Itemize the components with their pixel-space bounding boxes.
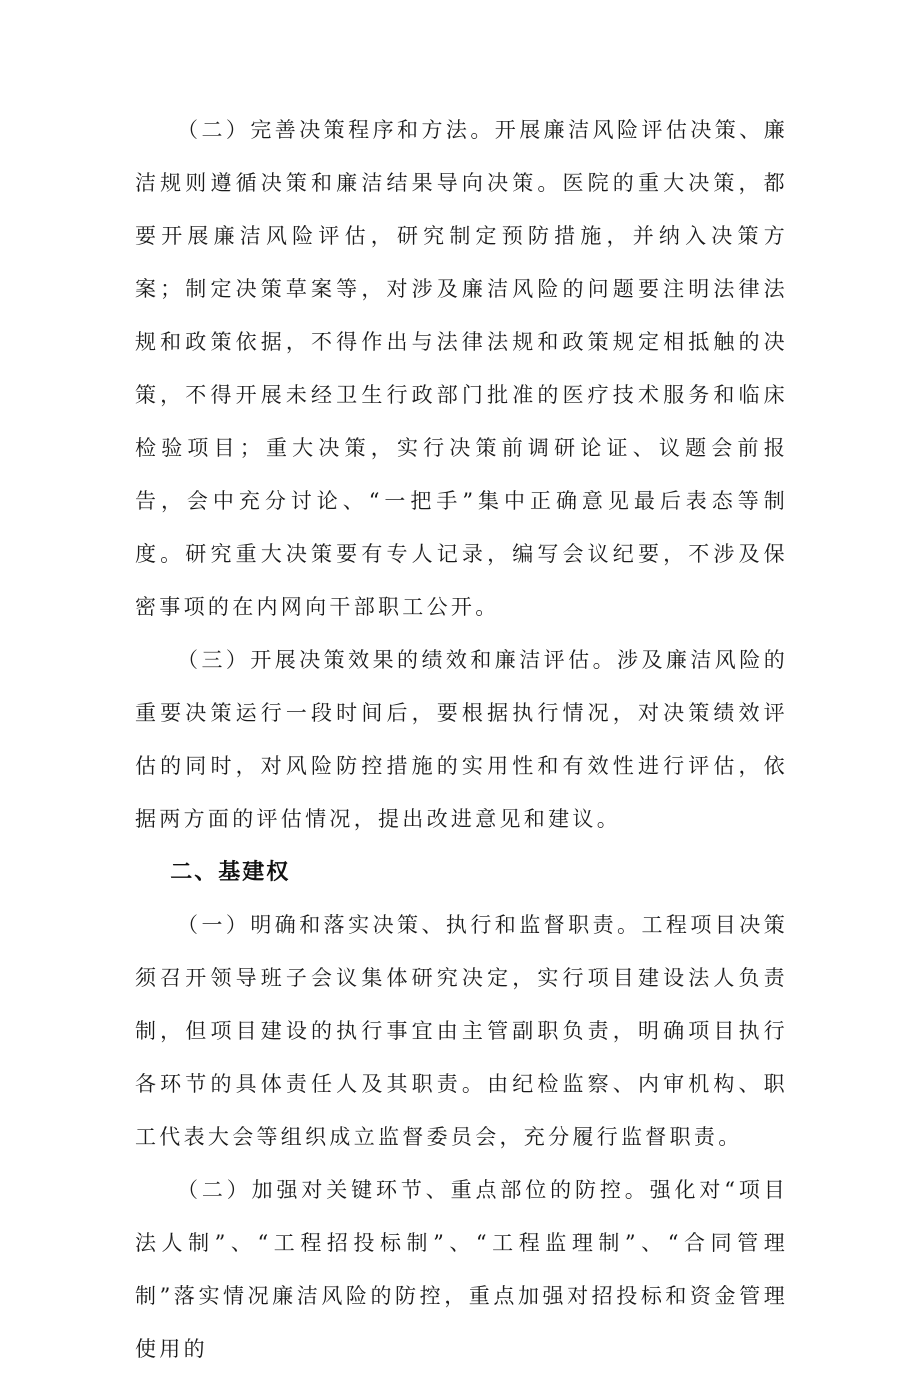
section-heading-infrastructure: 二、基建权 — [170, 860, 291, 885]
document-body — [135, 104, 788, 1376]
paragraph-responsibilities: （一）明确和落实决策、执行和监督职责。工程项目决策须召开领导班子会议集体研究决定，实行项目建设法人负责制，但项目建设的执行事宜由主管副职负责，明确项目执行各环节的具体责任人及其职责。由纪检监察、内审机构、职工代表大会等组织成立监督委员会，充分履行监督职责。 — [135, 913, 788, 1149]
paragraph-decision-procedure: （二）完善决策程序和方法。开展廉洁风险评估决策、廉洁规则遵循决策和廉洁结果导向决策。医院的重大决策，都要开展廉洁风险评估，研究制定预防措施，并纳入决策方案；制定决策草案等，对涉及廉洁风险的问题要注明法律法规和政策依据，不得作出与法律法规和政策规定相抵触的决策，不得开展未经卫生行政部门批准的医疗技术服务和临床检验项目；重大决策，实行决策前调研论证、议题会前报告，会中充分讨论、“一把手”集中正确意见最后表态等制度。研究重大决策要有专人记录，编写会议纪要，不涉及保密事项的在内网向干部职工公开。 — [135, 118, 788, 619]
paragraph-decision-evaluation: （三）开展决策效果的绩效和廉洁评估。涉及廉洁风险的重要决策运行一段时间后，要根据执行情况，对决策绩效评估的同时，对风险防控措施的实用性和有效性进行评估，依据两方面的评估情况，提出改进意见和建议。 — [135, 648, 788, 831]
paragraph-key-links-control: （二）加强对关键环节、重点部位的防控。强化对“项目法人制”、“工程招投标制”、“工程监理制”、“合同管理制”落实情况廉洁风险的防控，重点加强对招投标和资金管理使用的 — [135, 1178, 788, 1361]
